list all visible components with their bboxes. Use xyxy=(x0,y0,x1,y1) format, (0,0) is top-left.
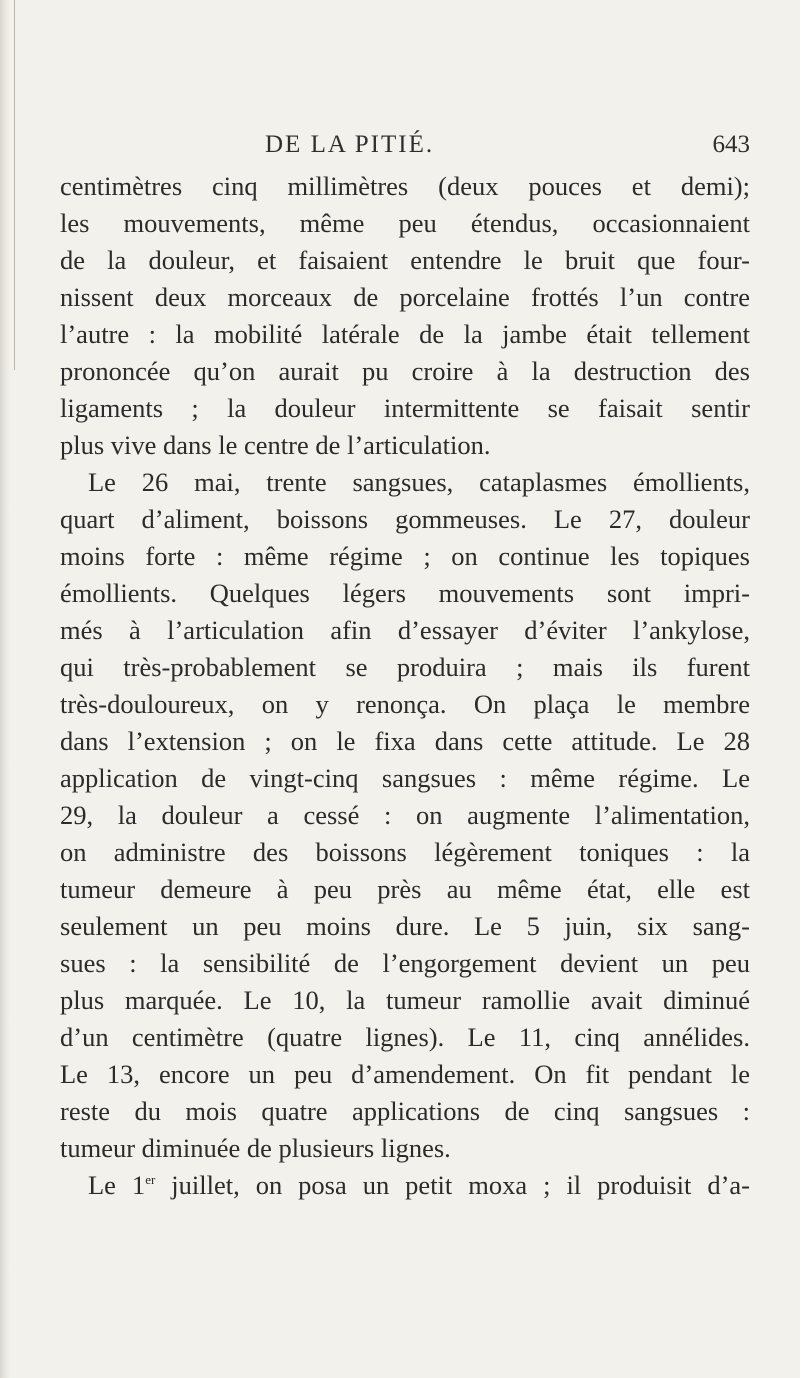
text-line: dans l’extension ; on le fixa dans cette attitude. Le 28 xyxy=(60,726,750,756)
final-line-start: Le 1 xyxy=(88,1170,146,1200)
text-line: prononcée qu’on aurait pu croire à la destruction des xyxy=(60,356,750,386)
text-line: d’un centimètre (quatre lignes). Le 11, cinq annélides. xyxy=(60,1022,750,1052)
text-line: on administre des boissons légèrement toniques : la xyxy=(60,837,750,867)
text-line: més à l’articulation afin d’essayer d’éviter l’ankylose, xyxy=(60,615,750,645)
text-line: plus vive dans le centre de l’articulation. xyxy=(60,430,491,460)
body-text xyxy=(60,168,750,1204)
text-line: l’autre : la mobilité latérale de la jambe était tellement xyxy=(60,319,750,349)
text-line: nissent deux morceaux de porcelaine frottés l’un contre xyxy=(60,282,750,312)
text-line: ligaments ; la douleur intermittente se faisait sentir xyxy=(60,393,750,423)
text-line: moins forte : même régime ; on continue les topiques xyxy=(60,541,750,571)
text-line: qui très-probablement se produira ; mais ils furent xyxy=(60,652,750,682)
text-line: centimètres cinq millimètres (deux pouces et demi); xyxy=(60,171,750,201)
running-title: DE LA PITIÉ. xyxy=(265,131,435,158)
text-line: émollients. Quelques légers mouvements sont impri- xyxy=(60,578,750,608)
text-line: 29, la douleur a cessé : on augmente l’alimentation, xyxy=(60,800,750,830)
text-line: plus marquée. Le 10, la tumeur ramollie avait diminué xyxy=(60,985,750,1015)
text-line: les mouvements, même peu étendus, occasionnaient xyxy=(60,208,750,238)
text-line: application de vingt-cinq sangsues : même régime. Le xyxy=(60,763,750,793)
page-number: 643 xyxy=(712,131,750,158)
text-line: tumeur demeure à peu près au même état, elle est xyxy=(60,874,750,904)
text-line: quart d’aliment, boissons gommeuses. Le 27, douleur xyxy=(60,504,750,534)
ordinal-superscript: er xyxy=(145,1172,156,1187)
text-line: seulement un peu moins dure. Le 5 juin, six sang- xyxy=(60,911,750,941)
final-line-end: juillet, on posa un petit moxa ; il produisit d’a- xyxy=(155,1170,750,1200)
text-line: Le 26 mai, trente sangsues, cataplasmes émollients, xyxy=(88,467,750,497)
text-line: reste du mois quatre applications de cinq sangsues : xyxy=(60,1096,750,1126)
text-line: très-douloureux, on y renonça. On plaça le membre xyxy=(60,689,750,719)
text-line-final xyxy=(60,1167,750,1204)
text-line: Le 13, encore un peu d’amendement. On fit pendant le xyxy=(60,1059,750,1089)
page-header xyxy=(60,131,750,165)
page-edge xyxy=(0,0,10,1378)
text-line: de la douleur, et faisaient entendre le bruit que four- xyxy=(60,245,750,275)
text-line: sues : la sensibilité de l’engorgement devient un peu xyxy=(60,948,750,978)
text-line: tumeur diminuée de plusieurs lignes. xyxy=(60,1133,451,1163)
binding-line xyxy=(14,0,15,370)
